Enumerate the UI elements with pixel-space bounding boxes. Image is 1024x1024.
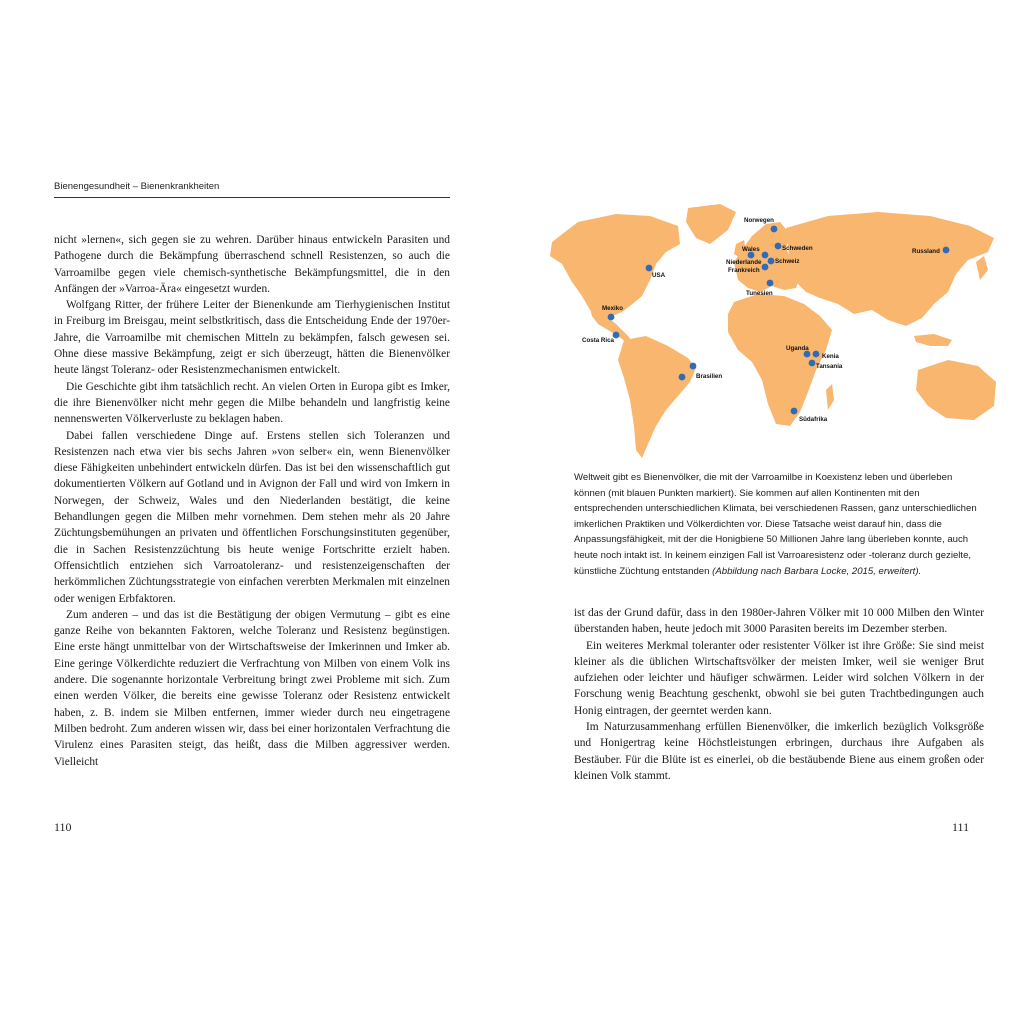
paragraph: nicht »lernen«, sich gegen sie zu wehren. Darüber hinaus entwickeln Parasiten und Pathogene durch die Bekämpfung überraschend schnell Resistenzen, so auch die Varroamilbe gegen viele chemisch-synthetische Bekämpfungsmittel, die in den Anfängen der »Varroa-Ära« eingesetzt wurden.: [54, 234, 450, 295]
right-text-column: [574, 605, 984, 784]
running-head: Bienengesundheit – Bienenkrankheiten: [54, 181, 450, 198]
label-wales: Wales: [742, 246, 760, 253]
label-uganda: Uganda: [786, 345, 809, 352]
caption-credit: (Abbildung nach Barbara Locke, 2015, erweitert).: [712, 565, 922, 577]
page-number: 111: [952, 820, 970, 834]
label-mexiko: Mexiko: [602, 305, 623, 312]
world-map: [538, 200, 1006, 465]
marker-tunesien: [767, 280, 774, 287]
marker-niederlande: [762, 252, 769, 259]
label-usa: USA: [652, 272, 666, 279]
landmass-south-america: [618, 336, 696, 458]
page-number: 110: [54, 820, 72, 834]
map-caption: [574, 470, 984, 579]
label-norwegen: Norwegen: [744, 217, 774, 224]
marker-brasilien-1: [690, 363, 697, 370]
label-niederlande: Niederlande: [726, 259, 762, 266]
marker-norwegen: [771, 226, 778, 233]
paragraph: Im Naturzusammenhang erfüllen Bienenvölker, die imkerlich bezüglich Volksgröße und Honigertrag keine Höchstleistungen erbringen, durchaus ihre Aufgaben als Bestäuber. Für die Blüte ist es einerlei, ob die bestäubende Biene aus einem großen oder kleinen Volk stammt.: [574, 721, 984, 782]
label-tansania: Tansania: [816, 363, 843, 370]
landmass-australia: [916, 360, 996, 420]
marker-frankreich: [762, 264, 769, 271]
marker-usa: [646, 265, 653, 272]
marker-mexiko: [608, 314, 615, 321]
marker-suedafrika: [791, 408, 798, 415]
paragraph: Ein weiteres Merkmal toleranter oder resistenter Völker ist ihre Größe: Sie sind meist kleiner als die üblichen Wirtschaftsvölker der meisten Imker, weil sie weniger Brut aufziehen oder leichter und häufiger schwärmen. Leider wird solchen Völkern in der Forschung wenig Beachtung geschenkt, obwohl sie bei guten Trachtbedingungen auch Honig eintragen, der geerntet werden kann.: [574, 639, 984, 717]
label-kenia: Kenia: [822, 353, 839, 360]
paragraph: Wolfgang Ritter, der frühere Leiter der Bienenkunde am Tierhygienischen Institut in Freiburg im Breisgau, meint selbstkritisch, dass die Entscheidung Ende der 1970er-Jahre, die Varroamilbe mit chemischen Mitteln zu bekämpfen, falsch gewesen sei. Ohne diese massive Bekämpfung, zeigt er sich überzeugt, hätten die Bienenvölker heute längst Toleranz- oder Resistenzmechanismen entwickelt.: [54, 299, 450, 377]
land-masses: [550, 204, 996, 458]
label-schweden: Schweden: [782, 245, 813, 252]
caption-text: Weltweit gibt es Bienenvölker, die mit der Varroamilbe in Koexistenz leben und überleben können (mit blauen Punkten markiert). Sie kommen auf allen Kontinenten mit den entsprechenden unterschiedlichen Klimata, bei verschiedenen Rassen, ganz unterschiedlichen imkerlichen Praktiken und Völkerdichten vor. Diese Tatsache weist darauf hin, dass die Anpassungsfähigkeit, mit der die Honigbiene 50 Millionen Jahre lang überleben konnte, auch heute noch intakt ist. In keinem einzigen Fall ist Varroaresistenz oder -toleranz durch gezielte, künstliche Züchtung entstanden: [574, 472, 977, 577]
label-russland: Russland: [912, 248, 940, 255]
landmass-asia: [786, 212, 994, 326]
label-tunesien: Tunesien: [746, 290, 773, 297]
marker-schweiz: [768, 258, 775, 265]
marker-russland: [943, 247, 950, 254]
landmass-greenland: [686, 204, 736, 244]
marker-tansania: [809, 360, 816, 367]
label-suedafrika: Südafrika: [799, 416, 828, 423]
label-schweiz: Schweiz: [775, 258, 800, 265]
left-text-column: [54, 232, 450, 770]
landmass-indonesia: [914, 334, 952, 346]
landmass-madagascar: [826, 384, 834, 410]
label-costa-rica: Costa Rica: [582, 337, 614, 344]
landmass-africa: [728, 294, 832, 426]
paragraph: Dabei fallen verschiedene Dinge auf. Erstens stellen sich Toleranzen und Resistenzen nach etwa vier bis sechs Jahren »von selber« ein, wenn Bienenvölker diese Fähigkeiten unbehindert entwickeln dürfen. Das ist bei den wissenschaftlich gut dokumentierten Völkern auf Gotland und in Avignon der Fall und wird von Imkern in Norwegen, der Schweiz, Wales und den Niederlanden bestätigt, die keine Behandlungen gegen die Milben mehr vornehmen. Dem stehen mehr als 20 Jahre Züchtungsbemühungen an privaten und öffentlichen Forschungsinstituten gegenüber, die in Sachen Resistenzzüchtung bis heute wenige Fortschritte erzielt haben. Offensichtlich entziehen sich Varroatoleranz- und resistenzeigenschaften der herkömmlichen Züchtungsstrategie von einfachen vererbten Merkmalen mit einzelnen oder wenigen Erbfaktoren.: [54, 429, 450, 605]
marker-kenia: [813, 351, 820, 358]
label-brasilien: Brasilien: [696, 373, 723, 380]
paragraph: ist das der Grund dafür, dass in den 1980er-Jahren Völker mit 10 000 Milben den Winter überstanden haben, heute jedoch mit 3000 Parasiten bereits im Dezember sterben.: [574, 607, 984, 636]
landmass-japan: [976, 256, 988, 280]
marker-schweden: [775, 243, 782, 250]
right-page: [512, 0, 1024, 1024]
paragraph: Die Geschichte gibt ihm tatsächlich recht. An vielen Orten in Europa gibt es Imker, die ihre Bienenvölker nicht mehr gegen die Milbe behandeln und langfristig keine nennenswerten Völkerverluste zu beklagen haben.: [54, 380, 450, 426]
marker-brasilien-2: [679, 374, 686, 381]
paragraph: Zum anderen – und das ist die Bestätigung der obigen Vermutung – gibt es eine ganze Reihe von bekannten Faktoren, welche Toleranz und Resistenz begünstigen. Eine erste hängt unmittelbar von der Wirtschaftsweise der Imkerinnen und Imker ab. Eine geringe Völkerdichte reduziert die Verfrachtung von Milben von einem Volk ins andere. Die sogenannte horizontale Verbreitung bringt zwei Probleme mit sich. Zum einen werden Völker, die bereits eine gewisse Toleranz oder Resistenz entwickelt haben, z. B. indem sie Milben entfernen, immer wieder durch neu eingetragene Milben bedroht. Zum anderen wissen wir, dass bei einer horizontalen Verfrachtung die Virulenz eines Parasiten steigt, das heißt, dass die Milben aggressiver werden. Vielleicht: [54, 608, 450, 768]
label-frankreich: Frankreich: [728, 267, 760, 274]
